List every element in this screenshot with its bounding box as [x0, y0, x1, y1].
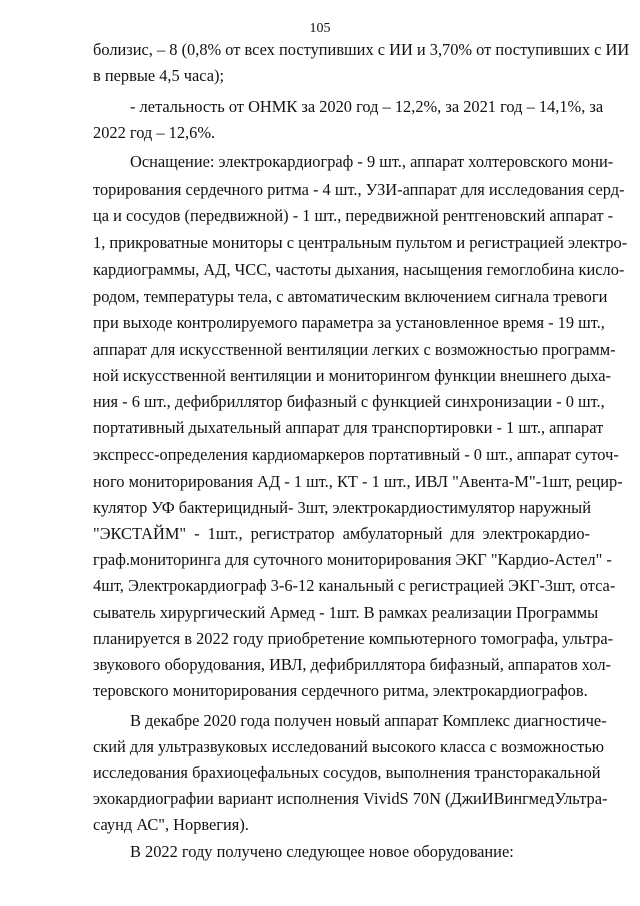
text-line: 4шт, Электрокардиограф 3-6-12 канальный с регистрацией ЭКГ-3шт, отса- — [93, 576, 616, 595]
text-line: болизис, – 8 (0,8% от всех поступивших с ИИ и 3,70% от поступивших с ИИ — [93, 40, 630, 59]
text-line: эхокардиографии вариант исполнения VividS 70N (ДжиИВингмедУльтра- — [93, 789, 608, 808]
text-line: теровского мониторирования сердечного ритма, электрокардиографов. — [93, 681, 588, 700]
text-line: "ЭКСТАЙМ" - 1шт., регистратор амбулаторный для электрокардио- — [93, 524, 590, 543]
text-line: - летальность от ОНМК за 2020 год – 12,2%, за 2021 год – 14,1%, за — [130, 97, 604, 116]
text-line: в первые 4,5 часа); — [93, 66, 225, 85]
text-line: 2022 год – 12,6%. — [93, 123, 216, 142]
text-line: кардиограммы, АД, ЧСС, частоты дыхания, насыщения гемоглобина кисло- — [93, 260, 625, 279]
text-line: саунд АС", Норвегия). — [93, 815, 249, 834]
text-line: ца и сосудов (передвижной) - 1 шт., передвижной рентгеновский аппарат - — [93, 206, 614, 225]
text-line: портативный дыхательный аппарат для транспортировки - 1 шт., аппарат — [93, 418, 604, 437]
text-line: ния - 6 шт., дефибриллятор бифазный с функцией синхронизации - 0 шт., — [93, 392, 605, 411]
text-line: при выходе контролируемого параметра за установленное время - 19 шт., — [93, 313, 605, 332]
text-line: звукового оборудования, ИВЛ, дефибриллятора бифазный, аппаратов хол- — [93, 655, 611, 674]
text-line: аппарат для искусственной вентиляции легких с возможностью программ- — [93, 340, 616, 359]
text-line: исследования брахиоцефальных сосудов, выполнения трансторакальной — [93, 763, 601, 782]
text-line: планируется в 2022 году приобретение компьютерного томографа, ультра- — [93, 629, 614, 648]
text-line: ной искусственной вентиляции и мониторингом функции внешнего дыха- — [93, 366, 612, 385]
text-line: кулятор УФ бактерицидный- 3шт, электрокардиостимулятор наружный — [93, 498, 591, 517]
text-line: 1, прикроватные мониторы с центральным пультом и регистрацией электро- — [93, 233, 628, 252]
text-line: родом, температуры тела, с автоматическим включением сигнала тревоги — [93, 287, 608, 306]
text-line: граф.мониторинга для суточного мониторирования ЭКГ "Кардио-Астел" - — [93, 550, 612, 569]
text-line: сыватель хирургический Армед - 1шт. В рамках реализации Программы — [93, 603, 599, 622]
text-line: В 2022 году получено следующее новое оборудование: — [130, 842, 514, 861]
text-line: торирования сердечного ритма - 4 шт., УЗИ-аппарат для исследования серд- — [93, 180, 625, 199]
text-line: экспресс-определения кардиомаркеров портативный - 0 шт., аппарат суточ- — [93, 445, 619, 464]
text-line: ский для ультразвуковых исследований высокого класса с возможностью — [93, 737, 605, 756]
text-line: ного мониторирования АД - 1 шт., КТ - 1 шт., ИВЛ "Авента-М"-1шт, рецир- — [93, 472, 623, 491]
text-line: В декабре 2020 года получен новый аппарат Комплекс диагностиче- — [130, 711, 607, 730]
page-number: 105 — [309, 21, 331, 36]
text-line: Оснащение: электрокардиограф - 9 шт., аппарат холтеровского мони- — [130, 152, 614, 171]
